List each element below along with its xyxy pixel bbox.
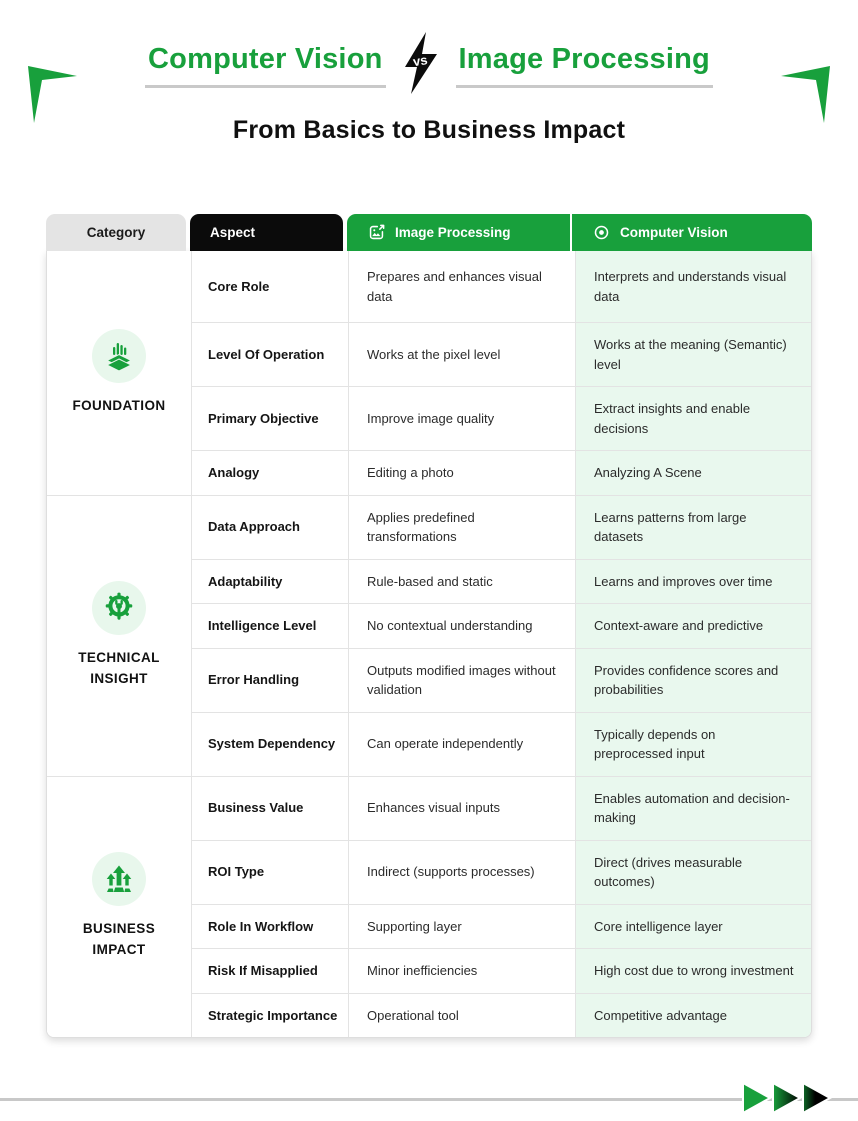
aspect-cell bbox=[191, 451, 348, 496]
category-label: BUSINESS IMPACT bbox=[82, 921, 156, 958]
image-processing-cell bbox=[348, 841, 575, 905]
table-body bbox=[46, 251, 812, 1038]
gear-wrench-icon bbox=[92, 581, 146, 635]
computer-vision-cell bbox=[575, 451, 812, 496]
column-header-aspect bbox=[190, 214, 343, 251]
computer-vision-text: Analyzing A Scene bbox=[594, 465, 702, 480]
category-cell bbox=[47, 496, 191, 777]
computer-vision-text: Core intelligence layer bbox=[594, 918, 723, 934]
computer-vision-text: High cost due to wrong investment bbox=[594, 963, 794, 978]
image-processing-cell bbox=[348, 560, 575, 605]
aspect-cell bbox=[191, 713, 348, 777]
aspect-text: Role In Workflow bbox=[208, 918, 314, 934]
image-processing-text: Enhances visual inputs bbox=[367, 800, 500, 816]
computer-vision-cell bbox=[575, 905, 812, 950]
category-label: FOUNDATION bbox=[72, 397, 166, 413]
aspect-text: Analogy bbox=[208, 465, 260, 480]
corner-bracket-right-icon bbox=[780, 66, 830, 124]
foundation-icon bbox=[92, 329, 146, 383]
computer-vision-text: Learns patterns from large datasets bbox=[594, 509, 747, 544]
image-processing-text: Supporting layer bbox=[367, 918, 462, 934]
computer-vision-cell bbox=[575, 994, 812, 1038]
image-processing-cell bbox=[348, 713, 575, 777]
column-header-image-processing-label: Image Processing bbox=[395, 225, 511, 240]
aspect-cell bbox=[191, 994, 348, 1038]
aspect-cell bbox=[191, 841, 348, 905]
image-processing-text: No contextual understanding bbox=[367, 618, 533, 633]
computer-vision-cell bbox=[575, 649, 812, 713]
computer-vision-text: Enables automation and decision-making bbox=[594, 790, 790, 825]
computer-vision-text: Typically depends on preprocessed input bbox=[594, 726, 716, 761]
image-processing-text: Can operate independently bbox=[367, 736, 524, 752]
comparison-table bbox=[46, 214, 812, 1038]
forward-arrows-icon bbox=[740, 1080, 836, 1116]
page-subtitle: From Basics to Business Impact bbox=[232, 116, 626, 144]
title-left: Computer Vision bbox=[145, 43, 386, 88]
image-processing-cell bbox=[348, 604, 575, 649]
aspect-cell bbox=[191, 604, 348, 649]
image-processing-cell bbox=[348, 949, 575, 994]
computer-vision-text: Competitive advantage bbox=[594, 1007, 727, 1023]
computer-vision-text: Works at the meaning (Semantic) level bbox=[594, 337, 787, 372]
image-processing-text: Minor inefficiencies bbox=[367, 963, 478, 978]
image-processing-text: Rule-based and static bbox=[367, 573, 493, 589]
title-right: Image Processing bbox=[456, 43, 713, 88]
aspect-text: Level Of Operation bbox=[208, 346, 325, 362]
vs-lightning-bolt-icon bbox=[398, 32, 444, 94]
corner-bracket-left-icon bbox=[28, 66, 78, 124]
column-header-green-bar bbox=[347, 214, 812, 251]
aspect-text: Error Handling bbox=[208, 672, 300, 688]
computer-vision-cell bbox=[575, 251, 812, 323]
image-export-icon bbox=[367, 223, 386, 242]
aspect-text: ROI Type bbox=[208, 864, 265, 880]
computer-vision-cell bbox=[575, 713, 812, 777]
image-processing-cell bbox=[348, 905, 575, 950]
category-cell bbox=[47, 251, 191, 496]
computer-vision-cell bbox=[575, 604, 812, 649]
aspect-text: System Dependency bbox=[208, 736, 336, 752]
aspect-cell bbox=[191, 949, 348, 994]
image-processing-cell bbox=[348, 994, 575, 1038]
aspect-cell bbox=[191, 649, 348, 713]
computer-vision-cell bbox=[575, 323, 812, 387]
image-processing-text: Prepares and enhances visual data bbox=[367, 269, 542, 304]
page-title bbox=[0, 36, 858, 94]
computer-vision-text: Provides confidence scores and probabilities bbox=[594, 662, 779, 697]
image-processing-cell bbox=[348, 451, 575, 496]
column-header-category-label: Category bbox=[86, 225, 146, 240]
aspect-text: Core Role bbox=[208, 278, 270, 294]
eye-icon bbox=[592, 223, 611, 242]
aspect-text: Business Value bbox=[208, 800, 304, 816]
computer-vision-cell bbox=[575, 387, 812, 451]
aspect-text: Risk If Misapplied bbox=[208, 963, 318, 978]
computer-vision-text: Interprets and understands visual data bbox=[594, 269, 787, 304]
image-processing-cell bbox=[348, 323, 575, 387]
computer-vision-cell bbox=[575, 496, 812, 560]
image-processing-text: Works at the pixel level bbox=[367, 346, 501, 362]
image-processing-cell bbox=[348, 251, 575, 323]
aspect-cell bbox=[191, 496, 348, 560]
aspect-text: Adaptability bbox=[208, 573, 283, 589]
aspect-cell bbox=[191, 777, 348, 841]
aspect-cell bbox=[191, 905, 348, 950]
image-processing-text: Indirect (supports processes) bbox=[367, 864, 535, 880]
column-header-aspect-label: Aspect bbox=[210, 225, 256, 240]
growth-arrows-icon bbox=[92, 852, 146, 906]
category-cell bbox=[47, 777, 191, 1038]
image-processing-text: Operational tool bbox=[367, 1007, 459, 1023]
column-header-category bbox=[46, 214, 186, 251]
aspect-cell bbox=[191, 251, 348, 323]
image-processing-cell bbox=[348, 777, 575, 841]
computer-vision-text: Direct (drives measurable outcomes) bbox=[594, 854, 743, 889]
image-processing-cell bbox=[348, 496, 575, 560]
computer-vision-text: Context-aware and predictive bbox=[594, 618, 764, 633]
aspect-cell bbox=[191, 323, 348, 387]
computer-vision-cell bbox=[575, 949, 812, 994]
aspect-text: Data Approach bbox=[208, 519, 300, 535]
footer-divider-line bbox=[0, 1098, 858, 1101]
vs-label: vs bbox=[411, 52, 429, 70]
aspect-cell bbox=[191, 387, 348, 451]
column-header-computer-vision-label: Computer Vision bbox=[620, 225, 728, 240]
image-processing-cell bbox=[348, 387, 575, 451]
aspect-cell bbox=[191, 560, 348, 605]
aspect-text: Primary Objective bbox=[208, 410, 319, 426]
category-label: TECHNICAL INSIGHT bbox=[78, 650, 160, 686]
computer-vision-cell bbox=[575, 777, 812, 841]
table-header-row bbox=[46, 214, 812, 251]
computer-vision-cell bbox=[575, 560, 812, 605]
column-header-computer-vision bbox=[570, 214, 808, 251]
computer-vision-cell bbox=[575, 841, 812, 905]
image-processing-text: Improve image quality bbox=[367, 410, 495, 426]
aspect-text: Strategic Importance bbox=[208, 1007, 338, 1023]
computer-vision-text: Learns and improves over time bbox=[594, 573, 773, 589]
image-processing-cell bbox=[348, 649, 575, 713]
image-processing-text: Outputs modified images without validation bbox=[367, 662, 556, 697]
image-processing-text: Editing a photo bbox=[367, 465, 454, 480]
aspect-text: Intelligence Level bbox=[208, 618, 317, 633]
column-header-image-processing bbox=[347, 214, 570, 251]
image-processing-text: Applies predefined transformations bbox=[367, 509, 475, 544]
computer-vision-text: Extract insights and enable decisions bbox=[594, 401, 751, 436]
